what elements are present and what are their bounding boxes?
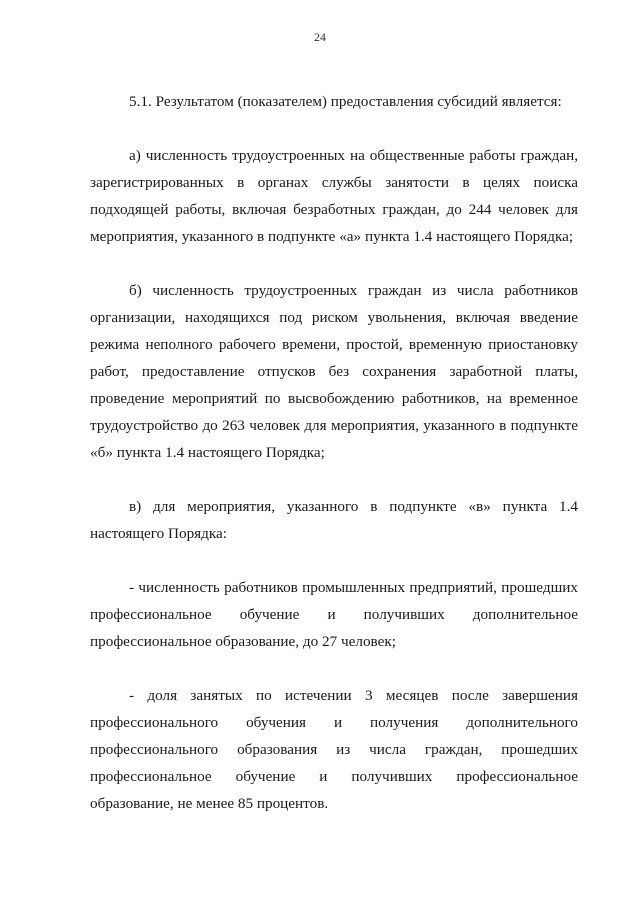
paragraph-dash-workers-count: - численность работников промышленных предприятий, прошедших профессиональное обучение и получивших дополнительное профессиональное образование, до 27 человек;	[90, 579, 578, 650]
paragraph-item-a: а) численность трудоустроенных на общественные работы граждан, зарегистрированных в органах службы занятости в целях поиска подходящей работы, включая безработных граждан, до 244 человек для мероприятия, указанного в подпункте «а» пункта 1.4 настоящего Порядка;	[90, 147, 578, 245]
paragraph-5-1-intro: 5.1. Результатом (показателем) предоставления субсидий является:	[129, 93, 562, 110]
paragraph-item-b: б) численность трудоустроенных граждан из числа работников организации, находящихся под риском увольнения, включая введение режима неполного рабочего времени, простой, временную приостановку работ, предоставление отпусков без сохранения заработной платы, проведение мероприятий по высвобождению работников, на временное трудоустройство до 263 человек для мероприятия, указанного в подпункте «б» пункта 1.4 настоящего Порядка;	[90, 282, 578, 461]
document-body	[90, 88, 578, 844]
paragraph-dash-employed-share: - доля занятых по истечении 3 месяцев после завершения профессионального обучения и получения дополнительного профессионального образования из числа граждан, прошедших профессиональное обучение и получивших профессиональное образование, не менее 85 процентов.	[90, 687, 578, 812]
paragraph-item-v: в) для мероприятия, указанного в подпункте «в» пункта 1.4 настоящего Порядка:	[90, 498, 578, 542]
page-number: 24	[314, 30, 326, 44]
